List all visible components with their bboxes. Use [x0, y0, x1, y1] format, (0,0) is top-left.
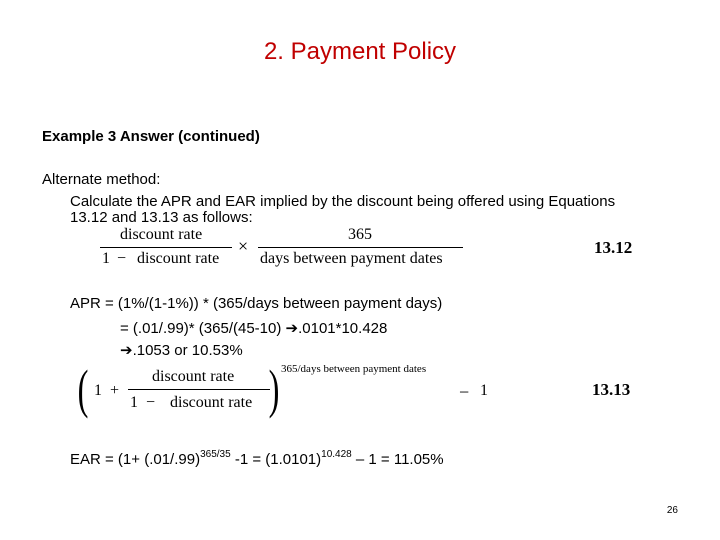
apr-line-2-result: .0101*10.428	[298, 320, 388, 337]
eq1313-exponent: 365/days between payment dates	[281, 363, 427, 375]
arrow-icon: ➔	[120, 342, 133, 359]
eq1313-denominator-one: 1	[130, 394, 138, 411]
eq1312-fraction-bar-1	[100, 247, 232, 248]
alternate-method-label: Alternate method:	[42, 171, 161, 188]
eq1313-one-end: 1	[480, 382, 488, 399]
instruction-line-1: Calculate the APR and EAR implied by the discount being offered using Equations	[70, 193, 616, 210]
eq1313-fraction-bar	[128, 389, 270, 390]
slide-title: 2. Payment Policy	[263, 38, 457, 65]
right-paren: )	[268, 359, 280, 419]
eq1312-times-sign: ×	[238, 236, 249, 256]
ear-part-1: EAR = (1+ (.01/.99)	[70, 451, 201, 468]
eq1312-numerator-365: 365	[348, 226, 372, 243]
eq1312-fraction-bar-2	[258, 247, 463, 248]
eq1312-numerator: discount rate	[120, 226, 203, 243]
example-heading: Example 3 Answer (continued)	[42, 128, 260, 145]
eq1312-denominator-days: days between payment dates	[260, 250, 443, 267]
ear-exponent-1: 365/35	[200, 449, 231, 460]
instruction-line-2: 13.12 and 13.13 as follows:	[70, 209, 253, 226]
eq1312-denominator-rate: discount rate	[137, 250, 220, 267]
ear-exponent-2: 10.428	[321, 449, 352, 460]
eq1313-minus: −	[459, 382, 470, 402]
eq1313-denominator-minus: −	[146, 394, 156, 411]
ear-part-2: -1 = (1.0101)	[230, 451, 322, 468]
page-number: 26	[666, 505, 678, 516]
eq1312-denominator-one: 1	[102, 250, 110, 267]
eq1313-numerator: discount rate	[152, 368, 235, 385]
apr-line-3-result: .1053 or 10.53%	[132, 342, 243, 359]
apr-line-2-text: = (.01/.99)* (365/(45-10)	[120, 320, 286, 337]
ear-part-3: – 1 = 11.05%	[351, 451, 444, 468]
apr-line-2	[120, 319, 387, 337]
apr-line-3	[120, 341, 243, 359]
eq1313-denominator-rate: discount rate	[170, 394, 253, 411]
ear-line	[70, 451, 444, 468]
eq1312-number: 13.12	[594, 238, 633, 257]
left-paren: (	[77, 359, 89, 419]
apr-line-1: APR = (1%/(1-1%)) * (365/days between payment days)	[70, 295, 443, 312]
eq1313-one: 1	[94, 382, 102, 399]
eq1313-number: 13.13	[592, 380, 631, 399]
eq1312-denominator-minus: −	[117, 250, 127, 267]
eq1313-plus: +	[110, 382, 120, 399]
arrow-icon: ➔	[285, 320, 299, 337]
